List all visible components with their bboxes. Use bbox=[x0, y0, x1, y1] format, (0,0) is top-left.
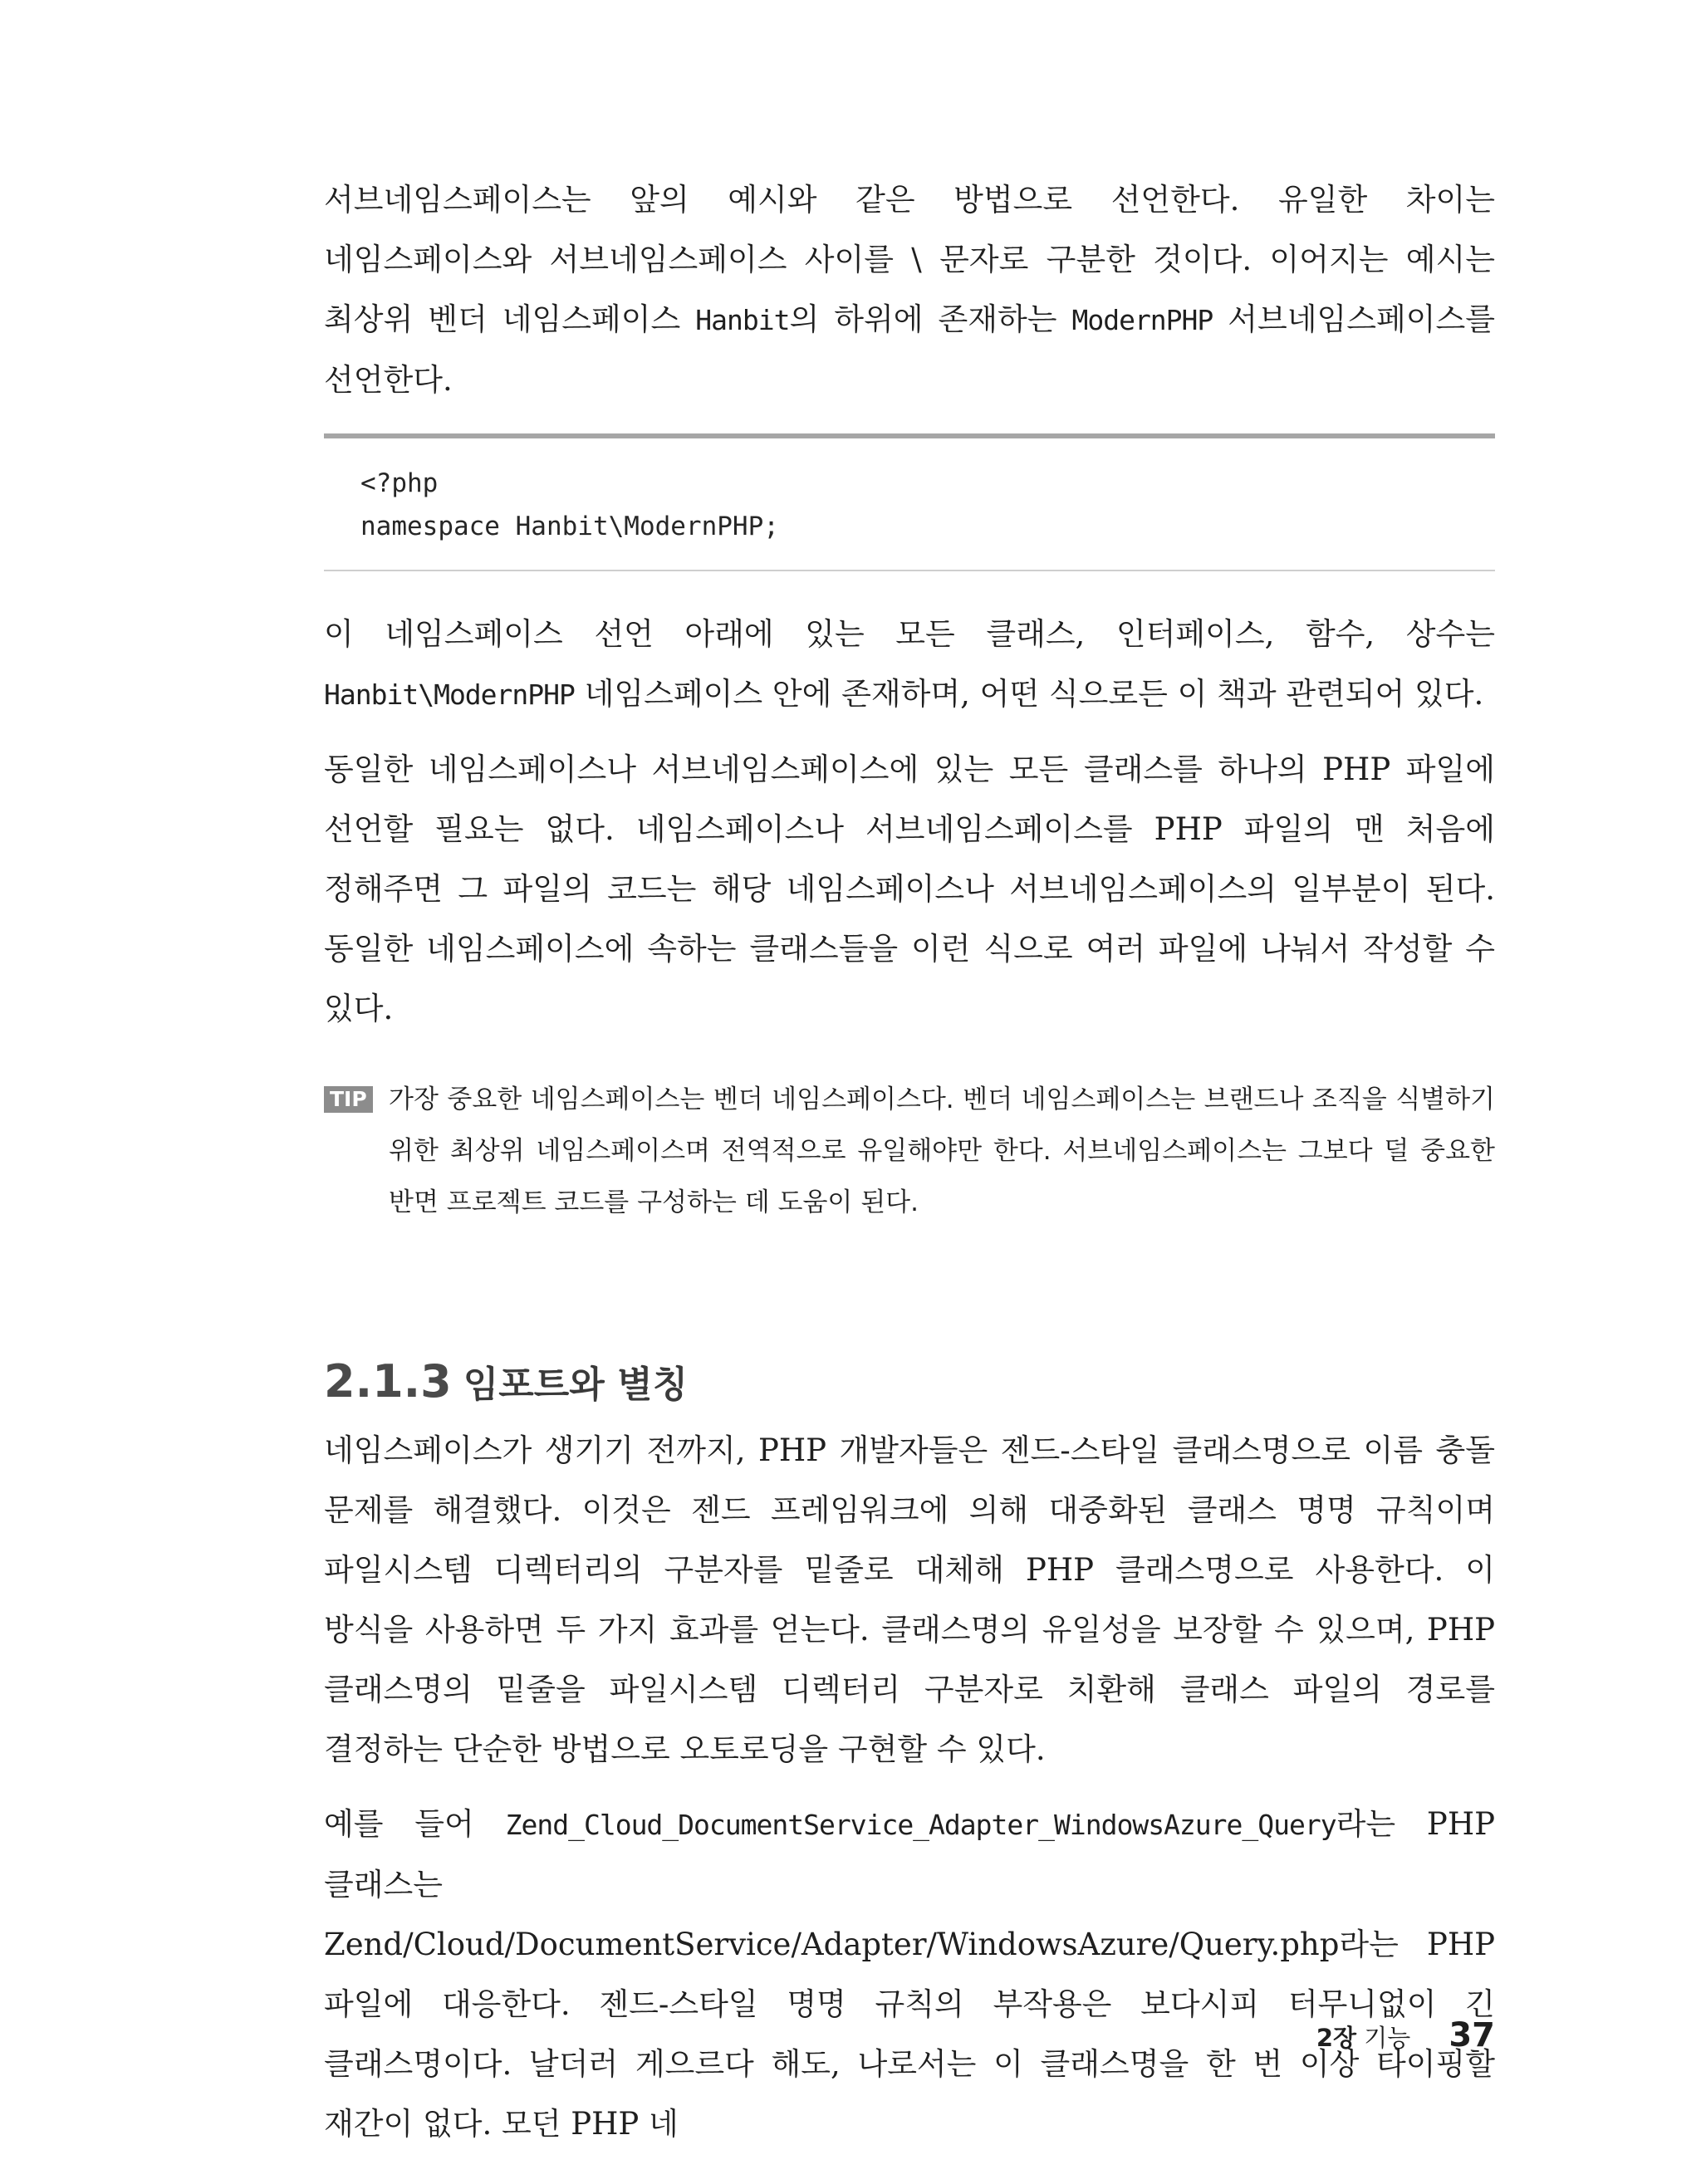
namespace-text-2: 네임스페이스 안에 존재하며, 어떤 식으로든 이 책과 관련되어 있다. bbox=[574, 676, 1484, 712]
footer-chapter-title: 기능 bbox=[1364, 2024, 1411, 2052]
inline-code-zend-class: Zend_Cloud_DocumentService_Adapter_WindowsAzure_Query bbox=[505, 1809, 1336, 1841]
footer-chapter-number: 2장 bbox=[1316, 2024, 1357, 2052]
inline-code-modernphp: ModernPHP bbox=[1071, 304, 1213, 336]
footer-chapter bbox=[1316, 2020, 1410, 2054]
inline-code-hanbit: Hanbit bbox=[695, 304, 790, 336]
example-paragraph bbox=[324, 1795, 1495, 2154]
code-line-2: namespace Hanbit\ModernPHP; bbox=[360, 512, 779, 541]
tip-text: 가장 중요한 네임스페이스는 벤더 네임스페이스다. 벤더 네임스페이스는 브랜드나 조직을 식별하기 위한 최상위 네임스페이스며 전역적으로 유일해야만 한다. 서브네임스페이스는 그보다 덜 중요한 반면 프로젝트 코드를 구성하는 데 도움이 된다. bbox=[389, 1085, 1495, 1217]
example-text-1: 예를 들어 bbox=[324, 1806, 506, 1842]
page-footer bbox=[1316, 2016, 1495, 2054]
tip-badge: TIP bbox=[324, 1086, 373, 1113]
page-number: 37 bbox=[1449, 2016, 1495, 2054]
example-text-2: 라는 PHP 클래스는 Zend/Cloud/DocumentService/Adapter/WindowsAzure/Query.php라는 PHP 파일에 대응한다. 젠드-스타일 명명 규칙의 부작용은 보다시피 터무니없이 긴 클래스명이다. 날더러 게으르다 해도, 나로서는 이 클래스명을 한 번 이상 타이핑할 재간이 없다. 모던 PHP 네 bbox=[324, 1806, 1495, 2142]
inline-code-namespace: Hanbit\ModernPHP bbox=[324, 678, 575, 711]
namespace-text-1: 이 네임스페이스 선언 아래에 있는 모든 클래스, 인터페이스, 함수, 상수는 bbox=[324, 616, 1495, 652]
intro-text-2: 의 하위에 존재하는 bbox=[789, 301, 1072, 337]
code-block bbox=[324, 433, 1495, 571]
files-paragraph: 동일한 네임스페이스나 서브네임스페이스에 있는 모든 클래스를 하나의 PHP 파일에 선언할 필요는 없다. 네임스페이스나 서브네임스페이스를 PHP 파일의 맨 처음에 정해주면 그 파일의 코드는 해당 네임스페이스나 서브네임스페이스의 일부분이 된다. 동일한 네임스페이스에 속하는 클래스들을 이런 식으로 여러 파일에 나눠서 작성할 수 있다. bbox=[324, 752, 1495, 1026]
page-content bbox=[324, 170, 1495, 2154]
section-title: 임포트와 별칭 bbox=[463, 1364, 689, 1406]
intro-paragraph bbox=[324, 170, 1495, 410]
section-number: 2.1.3 bbox=[324, 1355, 452, 1408]
intro-text-1: 서브네임스페이스는 앞의 예시와 같은 방법으로 선언한다. 유일한 차이는 네임스페이스와 서브네임스페이스 사이를 \ 문자로 구분한 것이다. 이어지는 예시는 최상위 벤더 네임스페이스 bbox=[324, 182, 1495, 337]
code-line-1: <?php bbox=[360, 468, 439, 498]
namespace-paragraph bbox=[324, 605, 1495, 725]
intro-text-3: 서브네임스페이스를 선언한다. bbox=[324, 301, 1495, 398]
tip-box bbox=[324, 1074, 1495, 1228]
section-heading bbox=[324, 1353, 1495, 1414]
zend-style-paragraph: 네임스페이스가 생기기 전까지, PHP 개발자들은 젠드-스타일 클래스명으로 이름 충돌 문제를 해결했다. 이것은 젠드 프레임워크에 의해 대중화된 클래스 명명 규칙이며 파일시스템 디렉터리의 구분자를 밑줄로 대체해 PHP 클래스명으로 사용한다. 이 방식을 사용하면 두 가지 효과를 얻는다. 클래스명의 유일성을 보장할 수 있으며, PHP 클래스명의 밑줄을 파일시스템 디렉터리 구분자로 치환해 클래스 파일의 경로를 결정하는 단순한 방법으로 오토로딩을 구현할 수 있다. bbox=[324, 1432, 1495, 1767]
